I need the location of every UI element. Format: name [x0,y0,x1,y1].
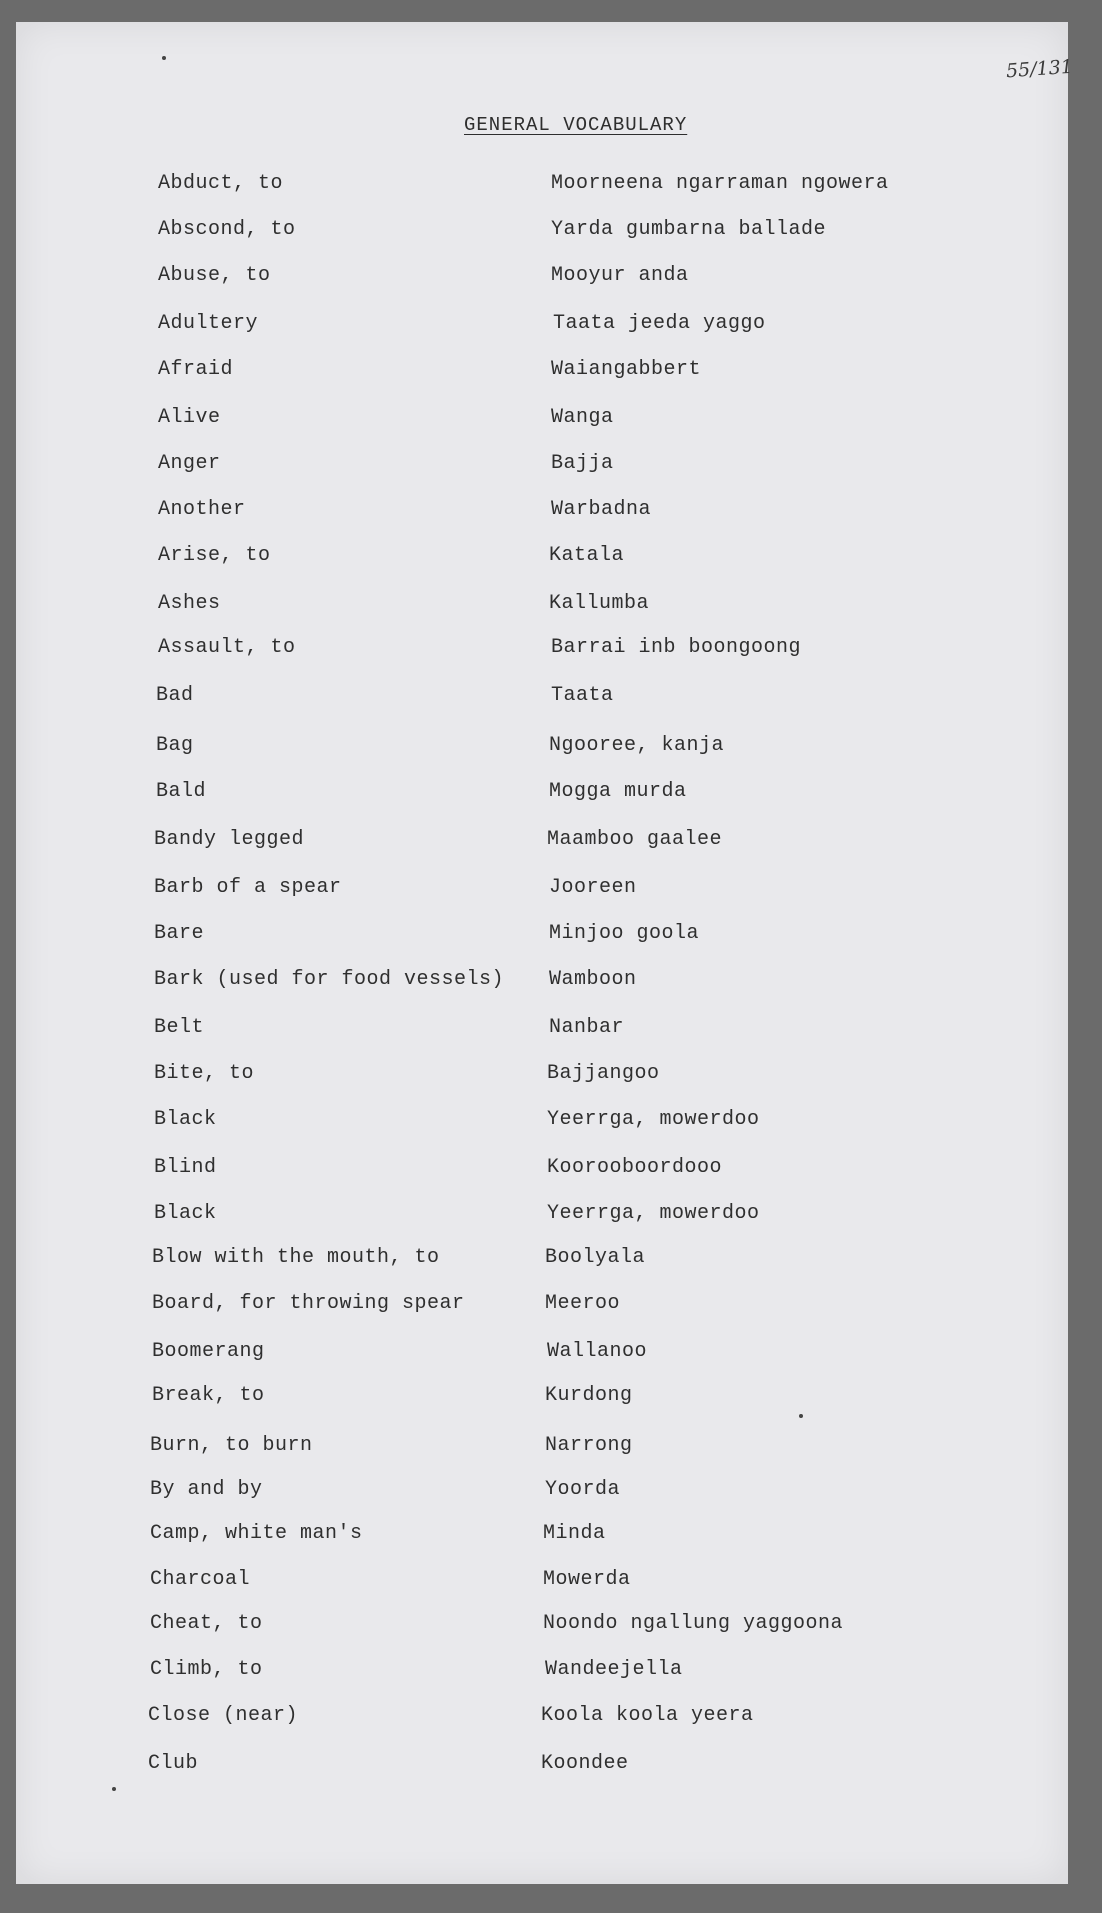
vocab-translation: Koola koola yeera [541,1704,754,1727]
vocab-translation: Koondee [541,1752,629,1775]
vocab-term: Assault, to [158,636,296,659]
vocab-term: Blow with the mouth, to [152,1246,440,1269]
vocab-translation: Wanga [551,406,614,429]
vocab-entry [16,1434,1068,1464]
vocab-entry [16,406,1068,436]
vocab-term: Blind [154,1156,217,1179]
vocab-translation: Waiangabbert [551,358,702,381]
paper-speck [112,1787,116,1791]
vocab-entry [16,780,1068,810]
vocab-entry [16,1108,1068,1138]
vocab-term: Bad [156,684,194,707]
vocabulary-list [16,22,1068,1884]
vocab-entry [16,264,1068,294]
vocab-entry [16,1202,1068,1232]
vocab-translation: Bajjangoo [547,1062,660,1085]
vocab-term: Belt [154,1016,205,1039]
vocab-entry [16,828,1068,858]
vocab-entry [16,1062,1068,1092]
vocab-translation: Yeerrga, mowerdoo [547,1108,760,1131]
vocab-translation: Noondo ngallung yaggoona [543,1612,844,1635]
vocab-entry [16,1522,1068,1552]
vocab-entry [16,1658,1068,1688]
vocab-entry [16,1246,1068,1276]
vocab-entry [16,1016,1068,1046]
vocab-entry [16,876,1068,906]
vocab-translation: Mogga murda [549,780,687,803]
vocab-translation: Minda [543,1522,606,1545]
vocab-entry [16,1478,1068,1508]
vocab-translation: Katala [549,544,625,567]
vocab-term: Anger [158,452,221,475]
vocab-term: Bag [156,734,194,757]
vocab-term: Board, for throwing spear [152,1292,465,1315]
vocab-entry [16,172,1068,202]
vocab-entry [16,312,1068,342]
page-title: GENERAL VOCABULARY [464,114,688,136]
vocab-entry [16,968,1068,998]
vocab-translation: Warbadna [551,498,652,521]
vocab-term: Bald [156,780,207,803]
vocab-term: Close (near) [148,1704,299,1727]
vocab-translation: Meeroo [545,1292,621,1315]
vocab-entry [16,218,1068,248]
vocab-translation: Narrong [545,1434,633,1457]
vocab-term: Bite, to [154,1062,255,1085]
vocab-translation: Kurdong [545,1384,633,1407]
vocab-translation: Taata jeeda yaggo [553,312,766,335]
vocab-translation: Minjoo goola [549,922,700,945]
vocab-term: Abscond, to [158,218,296,241]
vocab-entry [16,592,1068,622]
vocab-term: Ashes [158,592,221,615]
vocab-translation: Mooyur anda [551,264,689,287]
vocab-entry [16,922,1068,952]
vocab-term: Bandy legged [154,828,305,851]
vocab-translation: Bajja [551,452,614,475]
vocab-term: Black [154,1108,217,1131]
vocab-entry [16,684,1068,714]
vocab-translation: Maamboo gaalee [547,828,723,851]
vocab-translation: Moorneena ngarraman ngowera [551,172,889,195]
vocab-term: Afraid [158,358,234,381]
paper-speck [799,1414,803,1418]
vocab-entry [16,498,1068,528]
vocab-translation: Wamboon [549,968,637,991]
vocab-translation: Taata [551,684,614,707]
vocab-translation: Mowerda [543,1568,631,1591]
vocab-entry [16,1292,1068,1322]
vocab-translation: Kallumba [549,592,650,615]
vocab-term: Charcoal [150,1568,251,1591]
vocab-term: Climb, to [150,1658,263,1681]
paper-speck [162,56,166,60]
vocab-term: Another [158,498,246,521]
vocab-term: By and by [150,1478,263,1501]
vocab-entry [16,1340,1068,1370]
vocab-term: Camp, white man's [150,1522,363,1545]
vocab-translation: Yoorda [545,1478,621,1501]
vocab-entry [16,1156,1068,1186]
vocab-translation: Barrai inb boongoong [551,636,802,659]
vocab-translation: Boolyala [545,1246,646,1269]
vocab-translation: Nanbar [549,1016,625,1039]
vocab-translation: Ngooree, kanja [549,734,725,757]
vocab-entry [16,734,1068,764]
vocab-entry [16,358,1068,388]
vocab-term: Burn, to burn [150,1434,313,1457]
vocab-entry [16,1704,1068,1734]
vocab-term: Abuse, to [158,264,271,287]
vocab-entry [16,1612,1068,1642]
vocab-translation: Wallanoo [547,1340,648,1363]
vocab-term: Cheat, to [150,1612,263,1635]
vocab-term: Bare [154,922,205,945]
vocab-translation: Koorooboordooo [547,1156,723,1179]
vocab-entry [16,1568,1068,1598]
vocab-entry [16,452,1068,482]
document-page [16,22,1074,1884]
vocab-term: Bark (used for food vessels) [154,968,505,991]
vocab-translation: Wandeejella [545,1658,683,1681]
vocab-term: Boomerang [152,1340,265,1363]
vocab-translation: Yarda gumbarna ballade [551,218,827,241]
vocab-entry [16,544,1068,574]
vocab-term: Abduct, to [158,172,284,195]
vocab-translation: Jooreen [549,876,637,899]
vocab-term: Alive [158,406,221,429]
vocab-translation: Yeerrga, mowerdoo [547,1202,760,1225]
vocab-term: Club [148,1752,199,1775]
vocab-entry [16,636,1068,666]
vocab-term: Break, to [152,1384,265,1407]
vocab-term: Adultery [158,312,259,335]
vocab-entry [16,1384,1068,1414]
vocab-term: Black [154,1202,217,1225]
vocab-entry [16,1752,1068,1782]
vocab-term: Barb of a spear [154,876,342,899]
page-number: 55/131 [1005,55,1074,83]
vocab-term: Arise, to [158,544,271,567]
